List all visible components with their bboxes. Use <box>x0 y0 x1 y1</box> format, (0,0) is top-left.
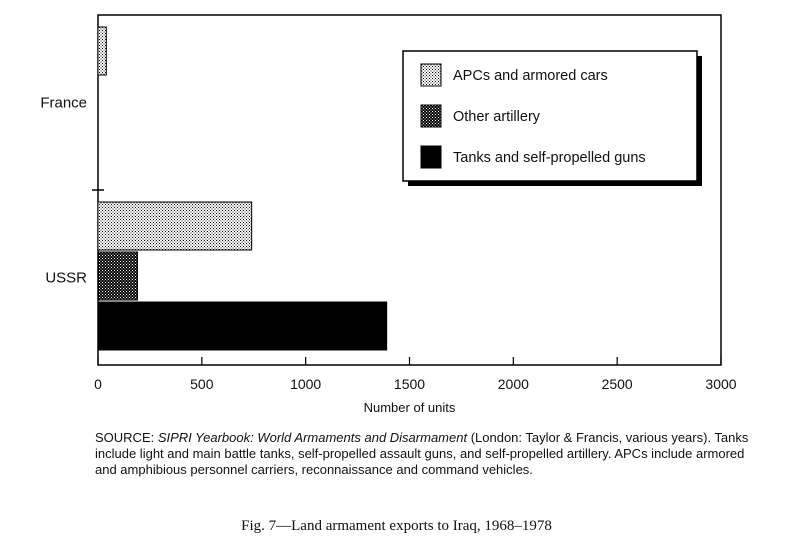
category-label-ussr: USSR <box>45 269 87 287</box>
bar-france-apcs-and-armored-cars <box>98 27 106 75</box>
source-prefix: SOURCE: <box>95 430 158 445</box>
bars-group <box>98 27 387 350</box>
x-tick-label: 0 <box>94 376 102 392</box>
legend-label-apcs-and-armored-cars: APCs and armored cars <box>453 68 608 84</box>
legend-label-tanks-and-self-propelled-guns: Tanks and self-propelled guns <box>453 150 646 166</box>
source-title: SIPRI Yearbook: World Armaments and Disarmament <box>157 430 468 445</box>
source-note <box>95 430 755 478</box>
x-tick-label: 500 <box>190 376 214 392</box>
category-label-france: France <box>40 94 87 112</box>
x-tick-label: 1500 <box>393 376 426 392</box>
legend-swatch-tanks-and-self-propelled-guns <box>421 146 441 168</box>
bar-ussr-tanks-and-self-propelled-guns <box>98 302 387 350</box>
x-axis <box>94 357 737 392</box>
bar-ussr-apcs-and-armored-cars <box>98 202 252 250</box>
x-tick-label: 2500 <box>601 376 633 392</box>
x-axis-title: Number of units <box>363 400 456 415</box>
x-tick-label: 3000 <box>705 376 737 392</box>
x-tick-label: 2000 <box>497 376 529 392</box>
legend-swatch-other-artillery <box>421 105 441 127</box>
bar-ussr-other-artillery <box>98 252 137 300</box>
category-axis <box>40 95 104 287</box>
legend-label-other-artillery: Other artillery <box>453 109 541 125</box>
source-text: (London: Taylor & Francis, various years). Tanks include light and main battle tanks, self-propelled assault guns, and self-propelled artillery. APCs include armored and amphibious personnel carriers, reconnaissance and command vehicles. <box>95 430 749 477</box>
legend-swatch-apcs-and-armored-cars <box>421 64 441 86</box>
legend <box>403 51 702 186</box>
x-tick-label: 1000 <box>290 376 322 392</box>
figure-caption: Fig. 7—Land armament exports to Iraq, 1968–1978 <box>241 518 552 534</box>
